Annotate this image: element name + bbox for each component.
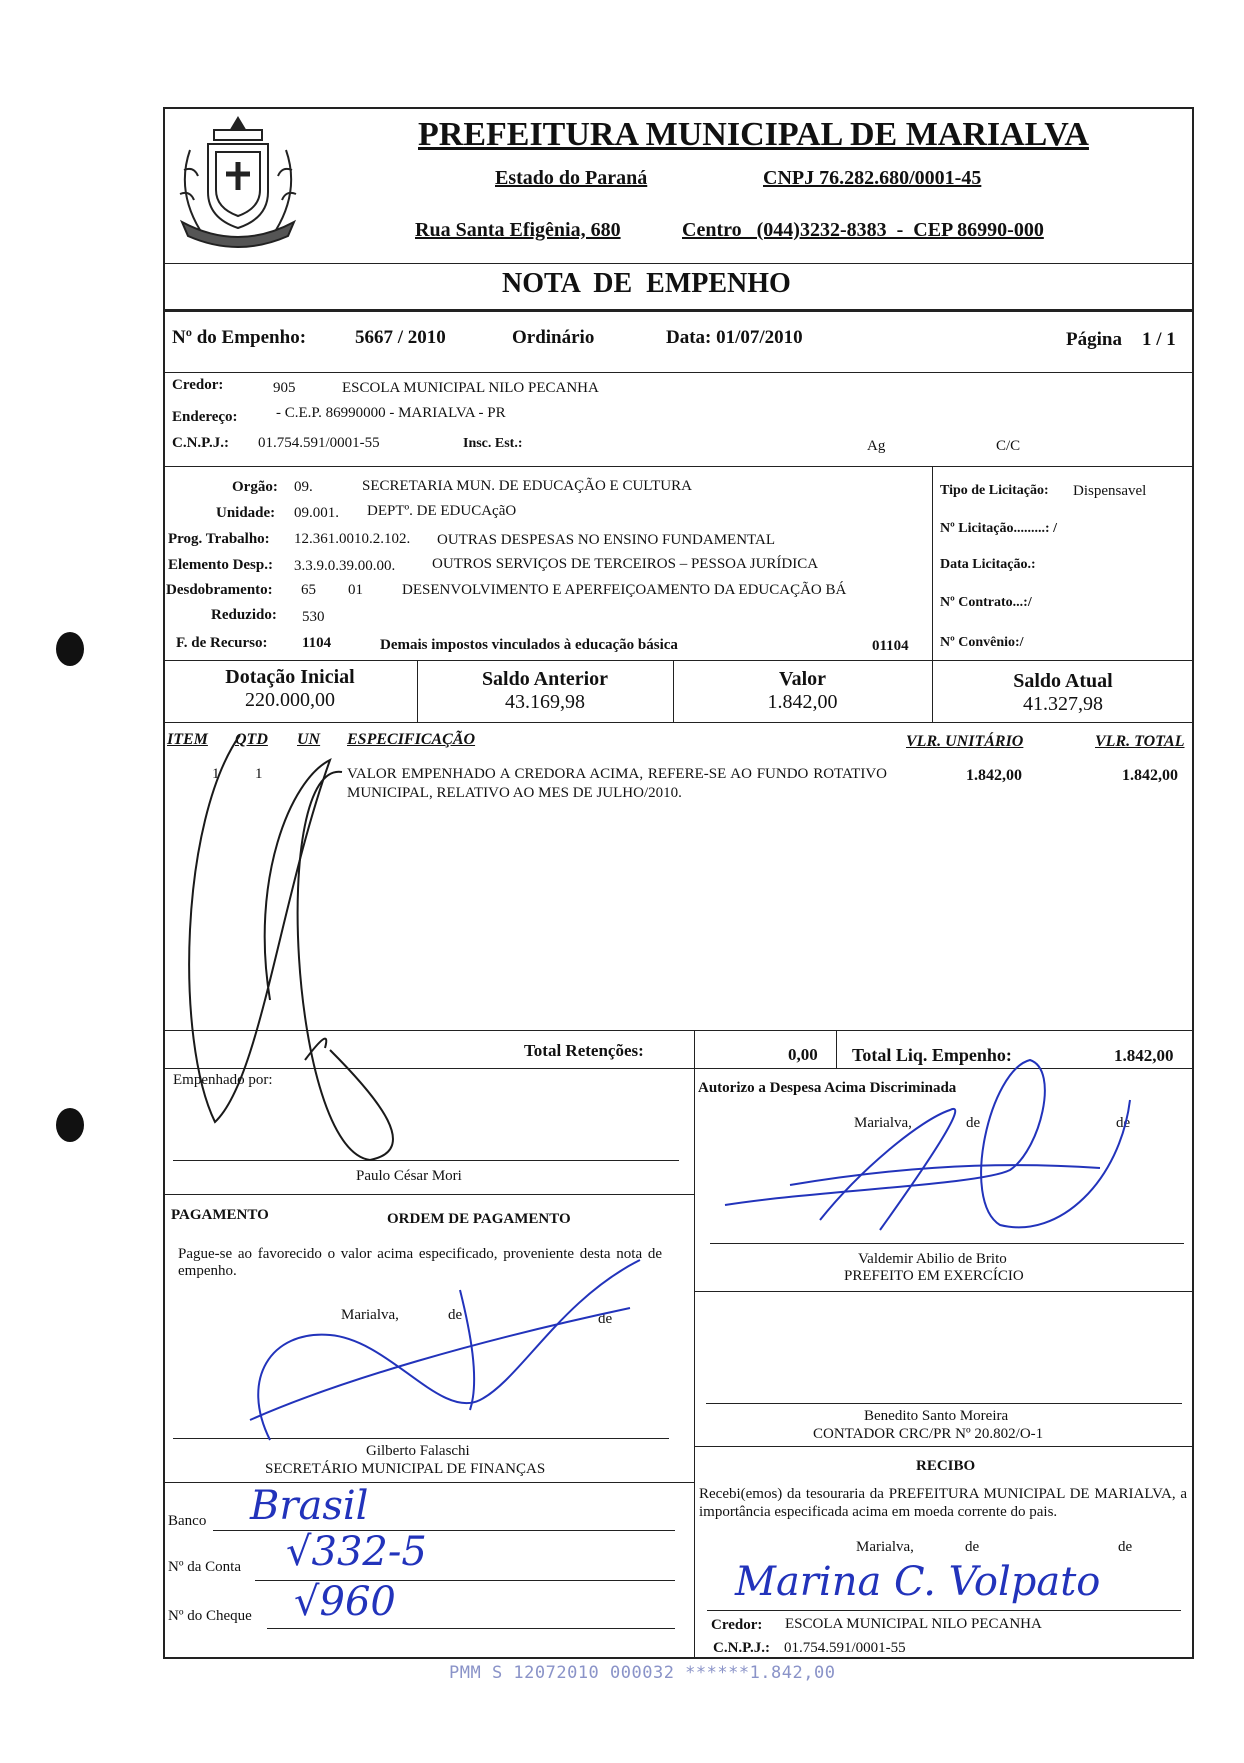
cnpj-credor-value: 01.754.591/0001-55: [258, 435, 380, 451]
prog-trabalho-label: Prog. Trabalho:: [168, 531, 270, 547]
item-qtd: 1: [255, 766, 263, 782]
cheque-label: Nº do Cheque: [168, 1608, 252, 1624]
divider: [673, 660, 674, 722]
divider: [163, 372, 1194, 373]
contador-name: Benedito Santo Moreira: [864, 1408, 1009, 1424]
item-especificacao: VALOR EMPENHADO A CREDORA ACIMA, REFERE-SE AO FUNDO ROTATIVO MUNICIPAL, RELATIVO AO MES DE JULHO/2010.: [347, 766, 887, 801]
street-address: Rua Santa Efigênia, 680: [415, 219, 621, 241]
credor-label: Credor:: [172, 377, 224, 393]
pagamento-label: PAGAMENTO: [171, 1207, 269, 1223]
item-number: 1: [212, 766, 220, 782]
recibo-cnpj-label: C.N.P.J.:: [713, 1640, 770, 1656]
autorizo-label: Autorizo a Despesa Acima Discriminada: [698, 1080, 957, 1096]
cheque-line: [267, 1628, 675, 1629]
reduzido-value: 530: [302, 609, 325, 625]
recibo-label: RECIBO: [916, 1458, 976, 1474]
conta-label: Nº da Conta: [168, 1559, 241, 1575]
unidade-code: 09.001.: [294, 505, 339, 521]
elemento-code: 3.3.9.0.39.00.00.: [294, 558, 396, 574]
tipo-licitacao-label: Tipo de Licitação:: [940, 483, 1049, 498]
elemento-name: OUTROS SERVIÇOS DE TERCEIROS – PESSOA JURÍDICA: [432, 556, 819, 572]
recibo-de1: de: [965, 1539, 980, 1555]
saldo-anterior-cell: [419, 668, 671, 714]
elemento-label: Elemento Desp.:: [168, 557, 273, 573]
divider: [932, 660, 933, 722]
fonte-recurso-name: Demais impostos vinculados à educação básica: [380, 637, 678, 653]
page-number: 1 / 1: [1142, 329, 1176, 350]
cashier-stamp: PMM S 12072010 000032 ******1.842,00: [449, 1663, 836, 1683]
recibo-credor-label: Credor:: [711, 1617, 763, 1633]
agency-label: Ag: [867, 438, 886, 454]
dotacao-inicial-cell: [165, 666, 415, 712]
state-label: Estado do Paraná: [495, 167, 648, 189]
divider: [932, 466, 933, 660]
insc-est-label: Insc. Est.:: [463, 436, 523, 451]
desdobramento-label: Desdobramento:: [166, 582, 273, 598]
desdobramento-name: DESENVOLVIMENTO E APERFEIÇOAMENTO DA EDUCAÇÃO BÁ: [402, 582, 847, 598]
item-col-header: ITEM: [167, 731, 208, 748]
valor-cell: [675, 668, 930, 714]
total-retencoes-label: Total Retenções:: [524, 1041, 644, 1060]
document-title: NOTA DE EMPENHO: [502, 268, 791, 299]
autorizo-de2: de: [1116, 1115, 1131, 1131]
divider: [694, 1068, 695, 1659]
total-liquido-label: Total Liq. Empenho:: [852, 1045, 1012, 1065]
divider: [417, 660, 418, 722]
pagamento-de2: de: [598, 1311, 613, 1327]
recibo-de2: de: [1118, 1539, 1133, 1555]
divider: [163, 660, 1194, 661]
page-label: Página: [1066, 329, 1122, 350]
divider: [163, 309, 1194, 312]
signature-line: [173, 1160, 679, 1161]
signature-line: [173, 1438, 669, 1439]
divider: [694, 1030, 695, 1068]
signature-line: [710, 1243, 1184, 1244]
banco-line: [213, 1530, 675, 1531]
banco-label: Banco: [168, 1513, 207, 1529]
recibo-signature: Marina C. Volpato: [735, 1559, 1101, 1605]
credor-code: 905: [273, 380, 296, 396]
secretario-name: Gilberto Falaschi: [366, 1443, 470, 1459]
item-vlr-total: 1.842,00: [1122, 767, 1178, 784]
saldo-label: Saldo Anterior: [481, 668, 609, 690]
divider: [163, 466, 1194, 467]
qtd-col-header: QTD: [235, 731, 268, 748]
coat-of-arms-icon: [168, 110, 308, 260]
reduzido-label: Reduzido:: [211, 607, 277, 623]
signature-line: [706, 1403, 1182, 1404]
saldo-atual-cell: [934, 670, 1192, 716]
saldo-value: 43.169,98: [505, 691, 585, 713]
divider: [694, 1446, 1194, 1447]
pagamento-local: Marialva,: [341, 1307, 399, 1323]
contador-cargo: CONTADOR CRC/PR Nº 20.802/O-1: [813, 1426, 1044, 1442]
empenho-date: Data: 01/07/2010: [666, 327, 803, 348]
empenhado-por-name: Paulo César Mori: [356, 1168, 462, 1184]
empenho-number: 5667 / 2010: [355, 327, 446, 348]
saldo-label: Dotação Inicial: [225, 666, 355, 688]
prog-trabalho-name: OUTRAS DESPESAS NO ENSINO FUNDAMENTAL: [437, 532, 775, 548]
institution-title: PREFEITURA MUNICIPAL DE MARIALVA: [418, 116, 1089, 153]
divider: [163, 722, 1194, 723]
numero-convenio: Nº Convênio:/: [940, 635, 1024, 650]
conta-handwritten: √332-5: [286, 1529, 427, 1575]
empenho-number-label: Nº do Empenho:: [172, 327, 307, 348]
saldo-label: Saldo Atual: [1013, 670, 1113, 692]
total-retencoes-value: 0,00: [788, 1045, 818, 1064]
cnpj-label: CNPJ 76.282.680/0001-45: [763, 167, 982, 189]
autorizo-local: Marialva,: [854, 1115, 912, 1131]
pagamento-texto: Pague-se ao favorecido o valor acima especificado, proveniente desta nota de empenho.: [178, 1246, 662, 1280]
divider: [694, 1291, 1194, 1292]
saldo-value: 1.842,00: [767, 691, 838, 713]
saldo-value: 220.000,00: [245, 689, 335, 711]
numero-contrato: Nº Contrato...:/: [940, 595, 1032, 610]
prefeito-cargo: PREFEITO EM EXERCÍCIO: [844, 1268, 1024, 1284]
empenho-type: Ordinário: [512, 327, 595, 348]
tipo-licitacao-value: Dispensavel: [1073, 483, 1147, 499]
signature-line: [707, 1610, 1181, 1611]
desdobramento-sub: 01: [348, 582, 363, 598]
numero-licitacao: Nº Licitação.........: /: [940, 521, 1057, 536]
endereco-value: - C.E.P. 86990000 - MARIALVA - PR: [276, 405, 506, 421]
recibo-cnpj-value: 01.754.591/0001-55: [784, 1640, 906, 1656]
fonte-recurso-code2: 01104: [872, 638, 909, 654]
endereco-label: Endereço:: [172, 409, 238, 425]
divider: [163, 1482, 694, 1483]
banco-handwritten: Brasil: [250, 1483, 369, 1529]
unidade-label: Unidade:: [216, 505, 276, 521]
divider: [836, 1030, 837, 1068]
divider: [163, 1030, 1194, 1031]
prog-trabalho-code: 12.361.0010.2.102.: [294, 531, 411, 547]
prefeito-name: Valdemir Abilio de Brito: [858, 1251, 1007, 1267]
total-liquido-value: 1.842,00: [1114, 1046, 1174, 1065]
divider: [163, 263, 1194, 264]
data-licitacao: Data Licitação.:: [940, 557, 1036, 572]
autorizo-de1: de: [966, 1115, 981, 1131]
divider: [163, 1194, 694, 1195]
saldo-value: 41.327,98: [1023, 693, 1103, 715]
cnpj-credor-label: C.N.P.J.:: [172, 435, 229, 451]
vlr-total-col-header: VLR. TOTAL: [1095, 733, 1185, 750]
un-col-header: UN: [297, 731, 321, 748]
empenhado-por-label: Empenhado por:: [173, 1072, 273, 1088]
unidade-name: DEPTº. DE EDUCAçãO: [367, 503, 517, 519]
secretario-cargo: SECRETÁRIO MUNICIPAL DE FINANÇAS: [265, 1461, 546, 1477]
orgao-name: SECRETARIA MUN. DE EDUCAÇÃO E CULTURA: [362, 478, 692, 494]
vlr-unitario-col-header: VLR. UNITÁRIO: [906, 733, 1024, 750]
orgao-label: Orgão:: [232, 479, 278, 495]
credor-name: ESCOLA MUNICIPAL NILO PECANHA: [342, 380, 599, 396]
especificacao-col-header: ESPECIFICAÇÃO: [347, 731, 476, 748]
cheque-handwritten: √960: [294, 1579, 396, 1625]
recibo-local: Marialva,: [856, 1539, 914, 1555]
recibo-texto: Recebi(emos) da tesouraria da PREFEITURA MUNICIPAL DE MARIALVA, a importância especificada acima em moeda corrente do pais.: [699, 1486, 1187, 1520]
desdobramento-code: 65: [301, 582, 316, 598]
item-vlr-unitario: 1.842,00: [966, 767, 1022, 784]
pagamento-de1: de: [448, 1307, 463, 1323]
fonte-recurso-code: 1104: [302, 635, 332, 651]
saldo-label: Valor: [778, 668, 827, 690]
recibo-credor-name: ESCOLA MUNICIPAL NILO PECANHA: [785, 1616, 1042, 1632]
punch-hole: [56, 632, 84, 666]
ordem-pagamento-label: ORDEM DE PAGAMENTO: [387, 1211, 571, 1227]
divider: [163, 1068, 1194, 1069]
account-label: C/C: [996, 438, 1021, 454]
contact-address: Centro (044)3232-8383 - CEP 86990-000: [682, 219, 1044, 241]
orgao-code: 09.: [294, 479, 313, 495]
fonte-recurso-label: F. de Recurso:: [176, 635, 268, 651]
punch-hole: [56, 1108, 84, 1142]
